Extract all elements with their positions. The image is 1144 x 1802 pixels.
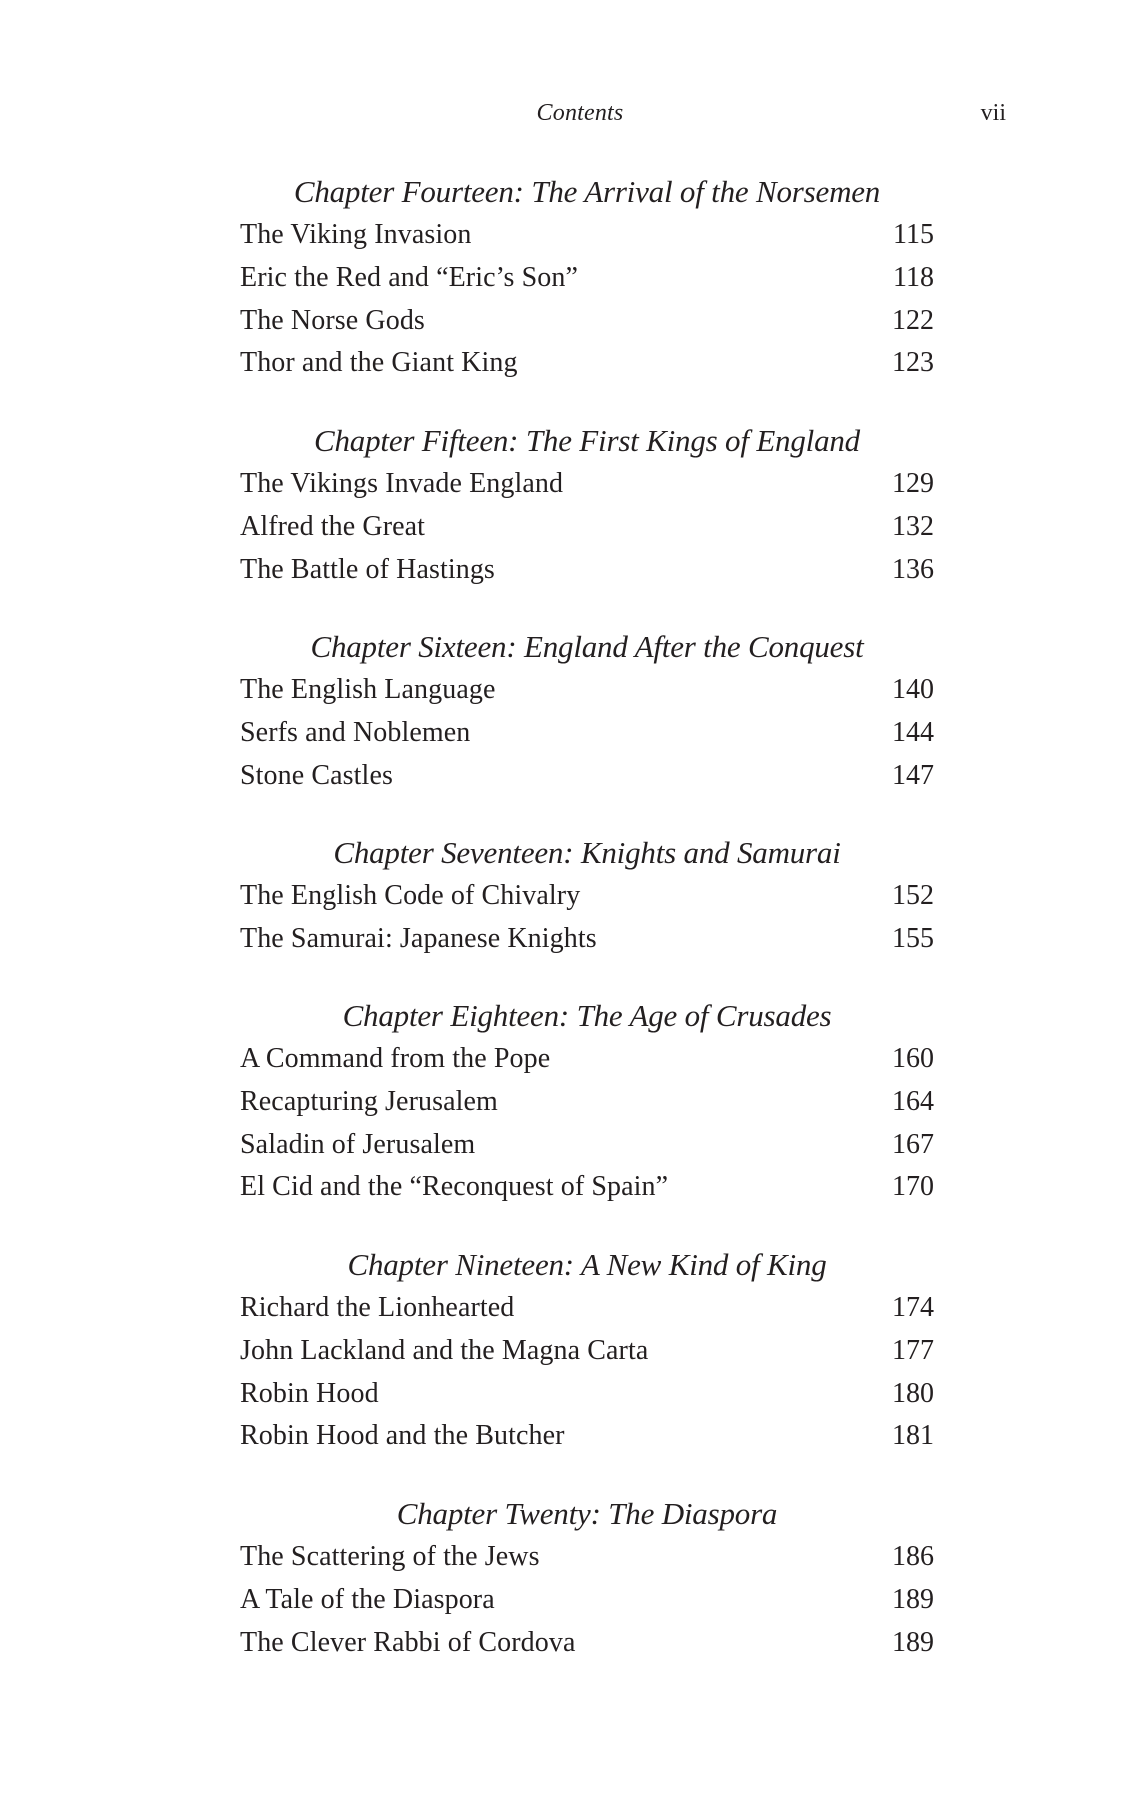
entry-page-number: 136 [892, 553, 934, 585]
entry-title: The English Code of Chivalry [240, 880, 581, 911]
chapter-title: Chapter Seventeen: Knights and Samurai [333, 835, 841, 870]
entry-title: Alfred the Great [240, 510, 426, 542]
entry-page-number: 115 [893, 219, 934, 250]
chapter-title: Chapter Fifteen: The First Kings of England [314, 423, 860, 458]
chapter-section [240, 1243, 934, 1458]
toc-entry[interactable] [240, 463, 934, 506]
toc-entry[interactable] [240, 549, 934, 592]
toc-entry[interactable] [240, 712, 934, 755]
entry-title: A Command from the Pope [240, 1043, 551, 1074]
toc-entry[interactable] [240, 1622, 934, 1665]
chapter-section [240, 994, 934, 1209]
entry-page-number: 167 [892, 1128, 934, 1160]
chapter-section [240, 831, 934, 961]
entry-page-number: 147 [892, 759, 934, 791]
toc-entry[interactable] [240, 342, 934, 385]
entry-page-number: 164 [892, 1085, 934, 1117]
toc-entry[interactable] [240, 1536, 934, 1579]
toc-entry[interactable] [240, 918, 934, 961]
chapter-title: Chapter Twenty: The Diaspora [396, 1496, 778, 1531]
entry-title: The English Language [240, 674, 496, 705]
entry-title: The Battle of Hastings [240, 553, 495, 585]
entry-title: The Vikings Invade England [240, 468, 564, 499]
toc-entry[interactable] [240, 669, 934, 712]
entry-page-number: 155 [892, 922, 934, 954]
chapter-title: Chapter Nineteen: A New Kind of King [347, 1247, 827, 1282]
entry-page-number: 177 [892, 1334, 934, 1366]
entry-title: John Lackland and the Magna Carta [240, 1334, 649, 1366]
toc-entry[interactable] [240, 214, 934, 257]
toc-entry[interactable] [240, 257, 934, 300]
folio-page-number: vii [980, 100, 1006, 126]
running-head [0, 96, 1144, 130]
entry-page-number: 189 [892, 1583, 934, 1615]
entry-title: Thor and the Giant King [240, 347, 518, 379]
chapter-section [240, 625, 934, 797]
entry-page-number: 152 [892, 880, 934, 911]
entry-title: Robin Hood [240, 1377, 379, 1409]
entry-page-number: 189 [892, 1626, 934, 1658]
toc-entry[interactable] [240, 1415, 934, 1458]
chapter-title: Chapter Eighteen: The Age of Crusades [342, 998, 832, 1033]
chapter-title: Chapter Sixteen: England After the Conquest [310, 629, 864, 664]
entry-title: The Scattering of the Jews [240, 1541, 540, 1572]
entry-title: The Clever Rabbi of Cordova [240, 1626, 576, 1658]
chapter-section [240, 170, 934, 385]
toc-entry[interactable] [240, 1166, 934, 1209]
entry-title: Richard the Lionhearted [240, 1292, 515, 1323]
entry-page-number: 118 [893, 261, 934, 293]
toc-entry[interactable] [240, 1373, 934, 1416]
toc-entry[interactable] [240, 300, 934, 343]
toc-entry[interactable] [240, 1124, 934, 1167]
entry-page-number: 144 [892, 716, 934, 748]
chapter-title: Chapter Fourteen: The Arrival of the Norsemen [293, 174, 881, 209]
entry-title: Stone Castles [240, 759, 393, 791]
entry-page-number: 129 [892, 468, 934, 499]
chapter-section [240, 419, 934, 591]
entry-page-number: 132 [892, 510, 934, 542]
entry-page-number: 140 [892, 674, 934, 705]
toc-entry[interactable] [240, 875, 934, 918]
toc-entry[interactable] [240, 1579, 934, 1622]
entry-page-number: 160 [892, 1043, 934, 1074]
entry-page-number: 180 [892, 1377, 934, 1409]
entry-page-number: 122 [892, 304, 934, 336]
toc-entry[interactable] [240, 1038, 934, 1081]
entry-page-number: 181 [892, 1420, 934, 1452]
toc-entry[interactable] [240, 755, 934, 798]
entry-title: Eric the Red and “Eric’s Son” [240, 261, 579, 293]
entry-page-number: 123 [892, 347, 934, 379]
toc-entry[interactable] [240, 1081, 934, 1124]
entry-title: The Norse Gods [240, 304, 425, 336]
toc-entry[interactable] [240, 1330, 934, 1373]
entry-title: A Tale of the Diaspora [240, 1583, 495, 1615]
entry-page-number: 170 [892, 1171, 934, 1203]
entry-page-number: 174 [892, 1292, 934, 1323]
entry-title: El Cid and the “Reconquest of Spain” [240, 1171, 669, 1203]
running-title: Contents [536, 100, 624, 126]
entry-title: Saladin of Jerusalem [240, 1128, 476, 1160]
entry-title: Robin Hood and the Butcher [240, 1420, 565, 1452]
chapter-section [240, 1492, 934, 1664]
entry-title: The Viking Invasion [240, 219, 472, 250]
toc-entry[interactable] [240, 1287, 934, 1330]
entry-title: The Samurai: Japanese Knights [240, 922, 597, 954]
toc-entry[interactable] [240, 506, 934, 549]
entry-title: Recapturing Jerusalem [240, 1085, 498, 1117]
entry-title: Serfs and Noblemen [240, 716, 471, 748]
entry-page-number: 186 [892, 1541, 934, 1572]
